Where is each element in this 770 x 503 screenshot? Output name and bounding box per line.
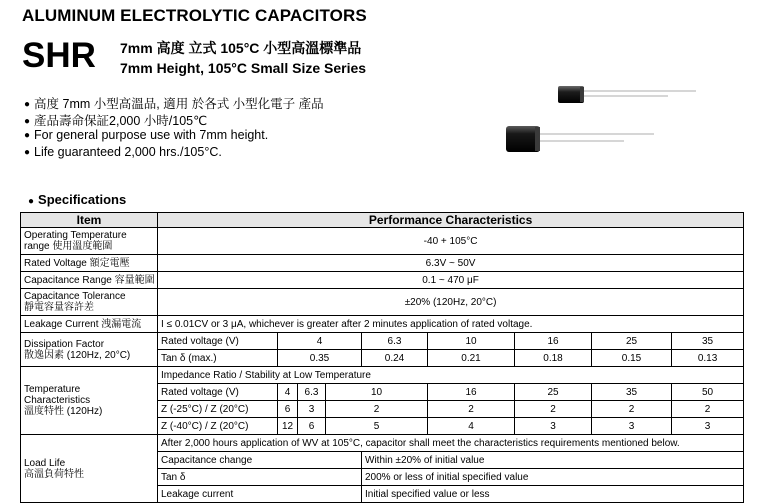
- tan-delta-cell: 0.24: [362, 350, 428, 367]
- item-label: Dissipation Factor 散逸因素 (120Hz, 20°C): [21, 333, 158, 367]
- column-header-performance: Performance Characteristics: [158, 213, 744, 228]
- voltage-cell: 6.3: [298, 384, 326, 401]
- feature-text: 高度 7mm 小型高溫品, 適用 於各式 小型化電子 產品: [34, 97, 324, 111]
- impedance-cell: 12: [278, 418, 298, 435]
- capacitance-range-value: 0.1 ~ 470 μF: [158, 272, 744, 289]
- table-row: [21, 435, 744, 452]
- item-label: Load Life 高溫負荷特性: [21, 435, 158, 503]
- voltage-cell: 35: [592, 384, 672, 401]
- impedance-cell: 3: [592, 418, 672, 435]
- voltage-cell: 50: [672, 384, 744, 401]
- load-life-label: Leakage current: [158, 486, 362, 503]
- leakage-value: I ≤ 0.01CV or 3 μA, whichever is greater after 2 minutes application of rated voltage.: [158, 316, 744, 333]
- load-life-value: 200% or less of initial specified value: [362, 469, 744, 486]
- specifications-heading: ● Specifications: [28, 192, 127, 207]
- table-row: [21, 255, 744, 272]
- feature-bullet: ● For general purpose use with 7mm height.: [24, 128, 269, 142]
- item-label: Operating Temperature range 使用溫度範圍: [21, 228, 158, 255]
- table-row: [21, 289, 744, 316]
- rated-voltage-value: 6.3V ~ 50V: [158, 255, 744, 272]
- impedance-cell: 2: [515, 401, 592, 418]
- series-code: SHR: [22, 36, 96, 75]
- z25-label: Z (-25°C) / Z (20°C): [158, 401, 278, 418]
- item-label: Capacitance Tolerance 靜電容量容許差: [21, 289, 158, 316]
- tan-delta-cell: 0.13: [672, 350, 744, 367]
- voltage-cell: 6.3: [362, 333, 428, 350]
- item-label: Temperature Characteristics 溫度特性 (120Hz): [21, 367, 158, 435]
- table-row: [21, 316, 744, 333]
- tan-delta-cell: 0.15: [592, 350, 672, 367]
- load-life-value: Initial specified value or less: [362, 486, 744, 503]
- load-life-label: Capacitance change: [158, 452, 362, 469]
- item-label: Rated Voltage 額定電壓: [21, 255, 158, 272]
- table-header-row: [21, 213, 744, 228]
- feature-bullet: ● 高度 7mm 小型高溫品, 適用 於各式 小型化電子 產品: [24, 97, 324, 111]
- rated-voltage-label: Rated voltage (V): [158, 384, 278, 401]
- capacitor-image-small: [556, 84, 698, 106]
- impedance-title: Impedance Ratio / Stability at Low Temperature: [158, 367, 744, 384]
- rated-voltage-label: Rated voltage (V): [158, 333, 278, 350]
- table-row: [21, 333, 744, 350]
- tan-delta-cell: 0.35: [278, 350, 362, 367]
- feature-text: Life guaranteed 2,000 hrs./105°C.: [34, 145, 222, 159]
- item-label: Leakage Current 洩漏電流: [21, 316, 158, 333]
- feature-bullet: ● Life guaranteed 2,000 hrs./105°C.: [24, 145, 222, 159]
- operating-temp-value: -40 + 105°C: [158, 228, 744, 255]
- impedance-cell: 5: [326, 418, 428, 435]
- voltage-cell: 25: [592, 333, 672, 350]
- capacitance-tolerance-value: ±20% (120Hz, 20°C): [158, 289, 744, 316]
- load-life-value: Within ±20% of initial value: [362, 452, 744, 469]
- table-row: [21, 367, 744, 384]
- voltage-cell: 10: [326, 384, 428, 401]
- impedance-cell: 6: [298, 418, 326, 435]
- load-life-intro: After 2,000 hours application of WV at 105°C, capacitor shall meet the characteristics requirements mentioned below.: [158, 435, 744, 452]
- tan-delta-cell: 0.21: [428, 350, 515, 367]
- voltage-cell: 4: [278, 333, 362, 350]
- voltage-cell: 4: [278, 384, 298, 401]
- impedance-cell: 3: [515, 418, 592, 435]
- feature-text: For general purpose use with 7mm height.: [34, 128, 269, 142]
- feature-bullet: ● 產品壽命保証2,000 小時/105℃: [24, 114, 208, 128]
- column-header-item: Item: [21, 213, 158, 228]
- item-label: Capacitance Range 容量範圍: [21, 272, 158, 289]
- impedance-cell: 3: [298, 401, 326, 418]
- impedance-cell: 2: [672, 401, 744, 418]
- load-life-label: Tan δ: [158, 469, 362, 486]
- impedance-cell: 4: [428, 418, 515, 435]
- voltage-cell: 35: [672, 333, 744, 350]
- capacitor-image-large: [504, 124, 656, 154]
- tan-delta-label: Tan δ (max.): [158, 350, 278, 367]
- subtitle-en: 7mm Height, 105°C Small Size Series: [120, 60, 367, 76]
- voltage-cell: 16: [515, 333, 592, 350]
- impedance-cell: 6: [278, 401, 298, 418]
- z40-label: Z (-40°C) / Z (20°C): [158, 418, 278, 435]
- subtitle-cn: 7mm 高度 立式 105°C 小型高溫標準品: [120, 40, 362, 56]
- specifications-table: [20, 212, 744, 503]
- impedance-cell: 2: [592, 401, 672, 418]
- impedance-cell: 3: [672, 418, 744, 435]
- impedance-cell: 2: [326, 401, 428, 418]
- table-row: [21, 228, 744, 255]
- voltage-cell: 25: [515, 384, 592, 401]
- voltage-cell: 16: [428, 384, 515, 401]
- impedance-cell: 2: [428, 401, 515, 418]
- category-title: ALUMINUM ELECTROLYTIC CAPACITORS: [22, 6, 367, 25]
- voltage-cell: 10: [428, 333, 515, 350]
- table-row: [21, 272, 744, 289]
- tan-delta-cell: 0.18: [515, 350, 592, 367]
- feature-text: 產品壽命保証2,000 小時/105℃: [34, 114, 208, 128]
